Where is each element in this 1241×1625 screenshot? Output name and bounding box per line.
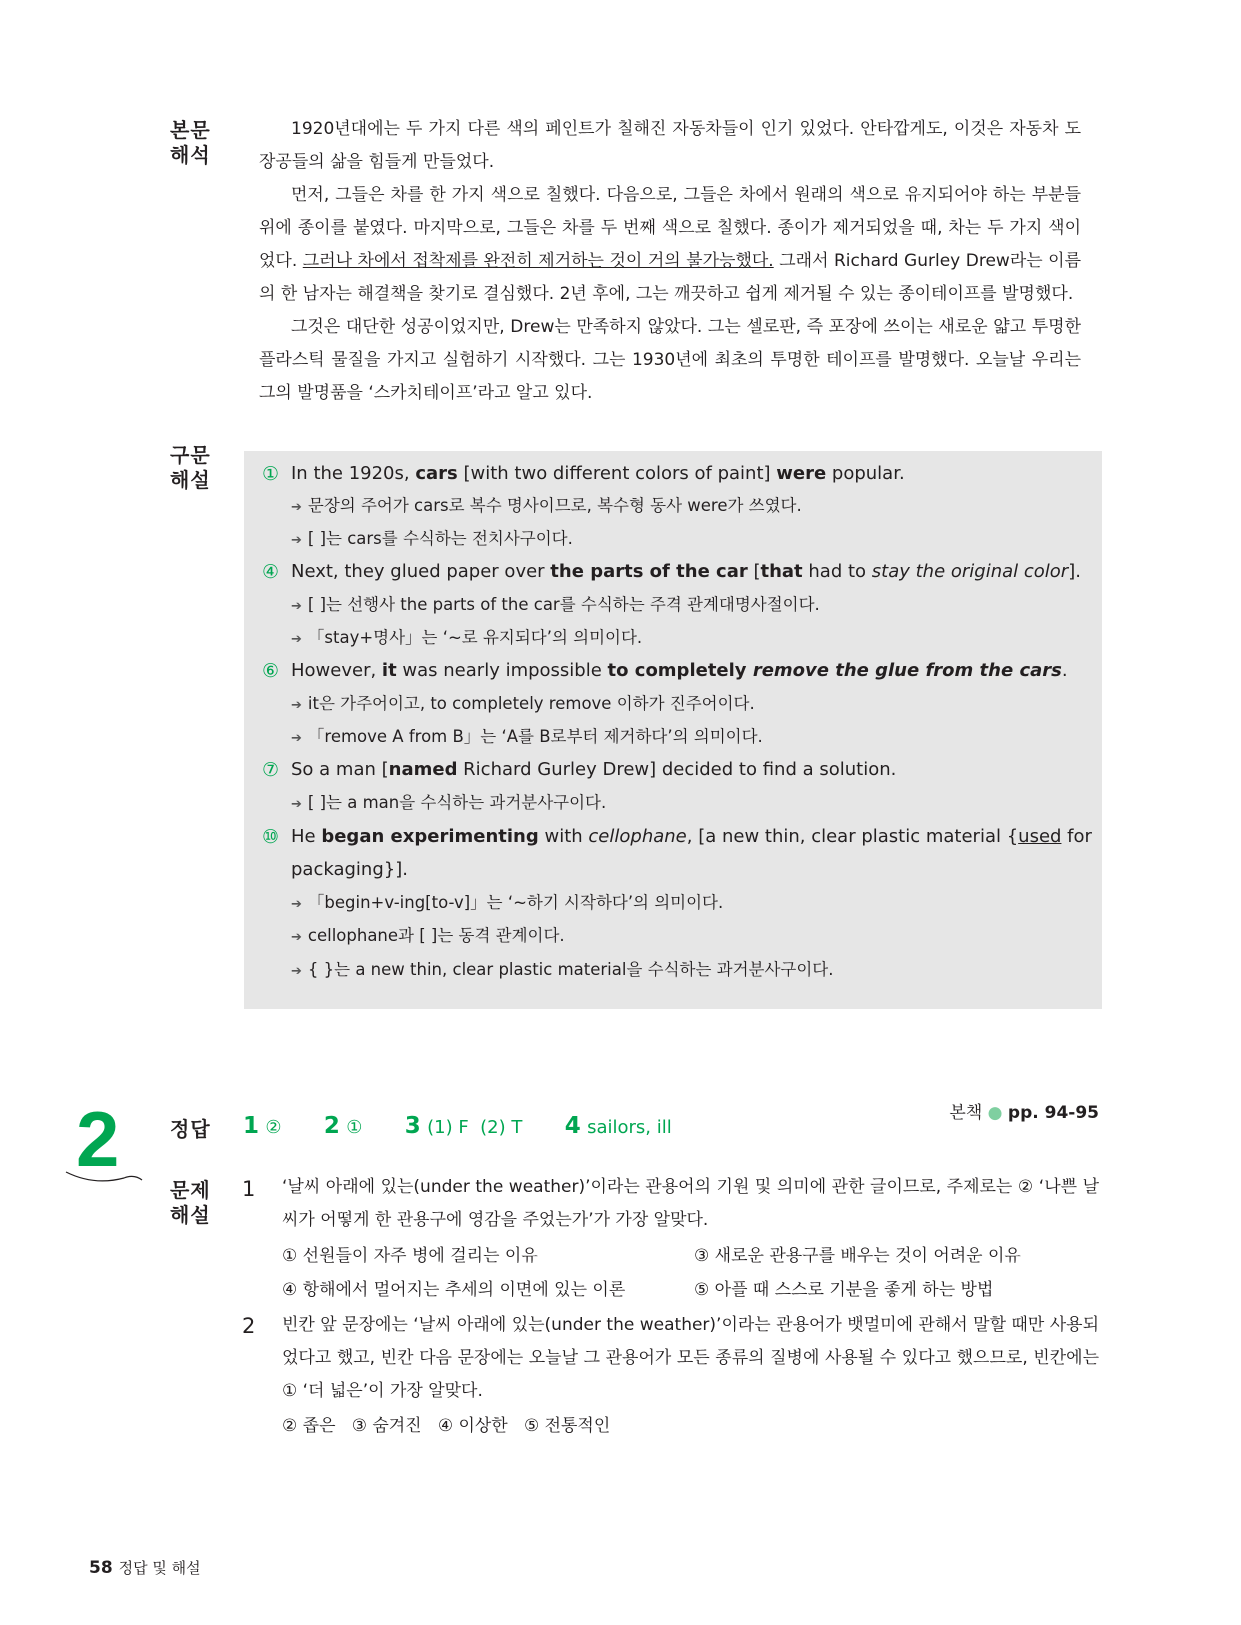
section-number: 2: [76, 1095, 120, 1183]
translation-body: [259, 113, 1081, 410]
sentence-marker: ⑦: [262, 759, 280, 781]
arrow-icon: ➔: [291, 930, 302, 945]
syntax-note: ➔ cellophane과 [ ]는 동격 관계이다.: [291, 926, 565, 945]
syntax-note: ➔ 문장의 주어가 cars로 복수 명사이므로, 복수형 동사 were가 쓰였다.: [291, 496, 802, 515]
translation-paragraph: 먼저, 그들은 차를 한 가지 색으로 칠했다. 다음으로, 그들은 차에서 원래의 색으로 유지되어야 하는 부분들 위에 종이를 붙였다. 마지막으로, 그들은 차를 두 번째 색으로 칠했다. 종이가 제거되었을 때, 차는 두 가지 색이었다. 그러나 차에서 접착제를 완전히 제거하는 것이 거의 불가능했다. 그래서 Richard Gurley Drew라는 이름의 한 남자는 해결책을 찾기로 결심했다. 2년 후에, 그는 깨끗하고 쉽게 제거될 수 있는 종이테이프를 발명했다.: [259, 185, 1082, 304]
syntax-note: ➔ 「begin+v-ing[to-v]」는 ‘~하기 시작하다’의 의미이다.: [291, 893, 724, 912]
syntax-sentence-4: Next, they glued paper over the parts of the car [that had to stay the original color].: [291, 561, 1081, 582]
syntax-label: 구문 해설: [170, 443, 211, 492]
sentence-marker: ⑩: [262, 826, 280, 848]
option: ③ 새로운 관용구를 배우는 것이 어려운 이유: [694, 1246, 1021, 1266]
translation-paragraph: 그것은 대단한 성공이었지만, Drew는 만족하지 않았다. 그는 셀로판, 즉 포장에 쓰이는 새로운 얇고 투명한 플라스틱 물질을 가지고 실험하기 시작했다. 그는 1930년에 최초의 투명한 테이프를 발명했다. 오늘날 우리는 그의 발명품을 ‘스카치테이프’라고 알고 있다.: [259, 317, 1081, 403]
translation-label: 본문 해석: [170, 118, 211, 167]
option: ① 선원들이 자주 병에 걸리는 이유: [282, 1246, 538, 1266]
sentence-marker: ④: [262, 561, 280, 583]
syntax-note: ➔ { }는 a new thin, clear plastic material을 수식하는 과거분사구이다.: [291, 960, 834, 979]
option: ⑤ 아플 때 스스로 기분을 좋게 하는 방법: [694, 1280, 994, 1300]
option: ② 좁은 ③ 숨겨진 ④ 이상한 ⑤ 전통적인: [282, 1416, 611, 1436]
sentence-marker: ①: [262, 463, 280, 485]
sentence-marker: ⑥: [262, 660, 280, 682]
answer-item: 4 sailors, ill: [564, 1113, 672, 1139]
section-swoosh-icon: [64, 1166, 144, 1188]
syntax-note: ➔ 「remove A from B」는 ‘A를 B로부터 제거하다’의 의미이다.: [291, 727, 763, 746]
answer-item: 1 ②: [243, 1113, 282, 1139]
arrow-icon: ➔: [291, 797, 302, 812]
arrow-icon: ➔: [291, 599, 302, 614]
arrow-icon: ➔: [291, 632, 302, 647]
book-reference: 본책 ● pp. 94-95: [949, 1103, 1099, 1123]
answer-list: [243, 1113, 708, 1139]
syntax-note: ➔ [ ]는 cars를 수식하는 전치사구이다.: [291, 529, 573, 548]
syntax-sentence-10: He began experimenting with cellophane, [a new thin, clear plastic material {used for: [291, 826, 1092, 847]
syntax-sentence-7: So a man [named Richard Gurley Drew] decided to find a solution.: [291, 759, 897, 780]
question-number: 2: [242, 1314, 256, 1338]
syntax-note: ➔ [ ]는 선행사 the parts of the car를 수식하는 주격 관계대명사절이다.: [291, 595, 820, 614]
translation-paragraph: 1920년대에는 두 가지 다른 색의 페인트가 칠해진 자동차들이 인기 있었다. 안타깝게도, 이것은 자동차 도장공들의 삶을 힘들게 만들었다.: [259, 119, 1081, 172]
syntax-sentence-1: In the 1920s, cars [with two different colors of paint] were popular.: [291, 463, 905, 484]
arrow-icon: ➔: [291, 533, 302, 548]
syntax-note: ➔ 「stay+명사」는 ‘~로 유지되다’의 의미이다.: [291, 628, 643, 647]
syntax-note: ➔ [ ]는 a man을 수식하는 과거분사구이다.: [291, 793, 607, 812]
option: ④ 항해에서 멀어지는 추세의 이면에 있는 이론: [282, 1280, 626, 1300]
explain-label: 문제 해설: [170, 1178, 211, 1227]
syntax-sentence-6: However, it was nearly impossible to completely remove the glue from the cars.: [291, 660, 1068, 681]
answer-item: 3 (1) F (2) T: [404, 1113, 523, 1139]
answer-item: 2 ①: [323, 1113, 363, 1139]
question-explanation: ‘날씨 아래에 있는(under the weather)’이라는 관용어의 기원 및 의미에 관한 글이므로, 주제로는 ② ‘나쁜 날씨가 어떻게 한 관용구에 영감을 주었는가’가 가장 알맞다.: [282, 1177, 1099, 1230]
arrow-icon: ➔: [291, 897, 302, 912]
arrow-icon: ➔: [291, 731, 302, 746]
answers-label: 정답: [170, 1117, 211, 1141]
question-number: 1: [242, 1177, 256, 1201]
arrow-icon: ➔: [291, 500, 302, 515]
question-explanation: 빈칸 앞 문장에는 ‘날씨 아래에 있는(under the weather)’이라는 관용어가 뱃멀미에 관해서 말할 때만 사용되었다고 했고, 빈칸 다음 문장에는 오늘날 그 관용어가 모든 종류의 질병에 사용될 수 있다고 했으므로, 빈칸에는 ① ‘더 넓은’이 가장 알맞다.: [282, 1315, 1099, 1401]
arrow-icon: ➔: [291, 698, 302, 713]
syntax-note: ➔ it은 가주어이고, to completely remove 이하가 진주어이다.: [291, 694, 755, 713]
arrow-icon: ➔: [291, 964, 302, 979]
page-footer: 58 정답 및 해설: [89, 1558, 201, 1578]
syntax-sentence-10-cont: packaging}].: [291, 859, 408, 880]
